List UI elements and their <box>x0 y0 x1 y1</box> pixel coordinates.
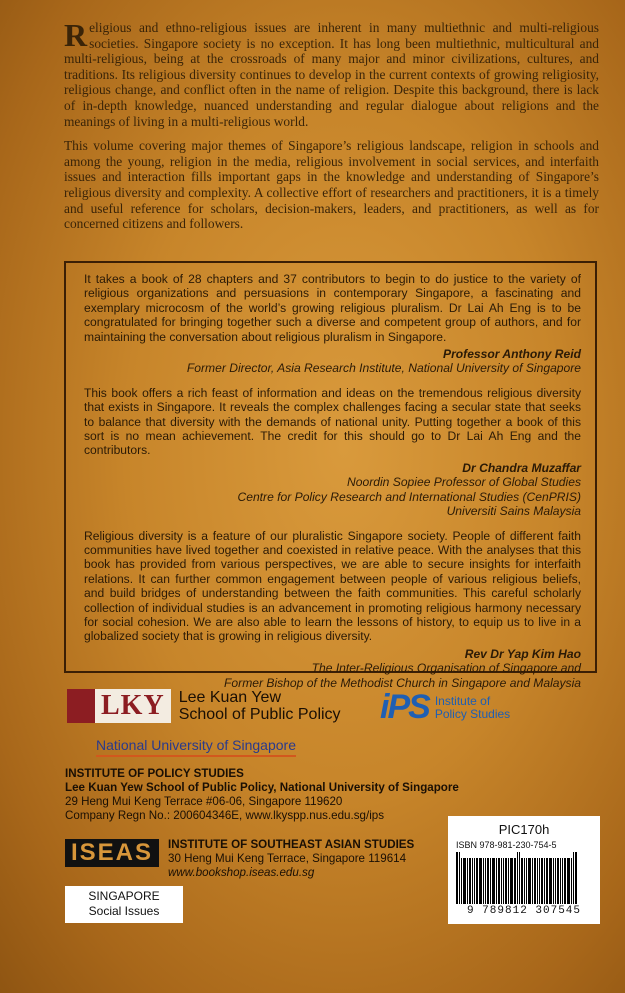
barcode-bar <box>575 852 577 904</box>
blurb-paragraph-1 <box>64 17 599 129</box>
endorsement-author: Dr Chandra Muzaffar <box>462 460 581 475</box>
iseas-logo: ISEAS <box>65 839 159 867</box>
barcode-bar <box>472 858 473 904</box>
ips-logo-mark: iPS <box>380 688 429 726</box>
endorsement-text: It takes a book of 28 chapters and 37 contributors to begin to do justice to the variety of religious organizations and persuasions in contemporary Singapore, a fascinating and exemplary microcosm of the world’s growing religious pluralism. Dr Lai Ah Eng is to be congratulated for bringing together such a diverse and competent group of authors, and for maintaining the conversation about religious pluralism in Singapore. <box>84 272 581 344</box>
barcode-bar <box>490 858 491 904</box>
series-line1: SINGAPORE <box>88 889 160 903</box>
iseas-street: 30 Heng Mui Keng Terrace, Singapore 119614 <box>168 852 407 865</box>
barcode-bar <box>479 858 482 904</box>
barcode-bar <box>524 858 525 904</box>
barcode-bar <box>555 858 556 904</box>
barcode-bar <box>517 852 518 904</box>
barcode-bar <box>534 858 536 904</box>
barcode-bar <box>469 858 471 904</box>
barcode-bar <box>474 858 475 904</box>
ips-regn: Company Regn No.: 200604346E, www.lkyspp.nus.edu.sg/ips <box>65 809 385 822</box>
barcode-bar <box>463 858 466 904</box>
endorsement-affiliation: The Inter-Religious Organisation of Singapore and <box>311 661 581 676</box>
barcode-bar <box>485 858 486 904</box>
ips-logo <box>380 688 510 727</box>
endorsement-author: Rev Dr Yap Kim Hao <box>464 646 581 661</box>
lky-school-logo <box>67 689 341 723</box>
ips-school: Lee Kuan Yew School of Public Policy, National University of Singapore <box>65 781 459 794</box>
ips-address <box>65 767 459 823</box>
lky-logo-block <box>67 689 95 723</box>
lky-logo-line1: Lee Kuan Yew <box>178 689 282 706</box>
barcode-bar <box>487 858 489 904</box>
series-badge <box>65 886 183 923</box>
barcode-bar <box>456 852 458 904</box>
endorsement <box>84 386 581 519</box>
iseas-address <box>168 838 414 880</box>
endorsement-affiliation: Centre for Policy Research and International Studies (CenPRIS) <box>237 489 581 504</box>
series-line2: Social Issues <box>88 904 160 918</box>
barcode-panel <box>448 816 600 924</box>
price-code: PIC170h <box>498 822 550 837</box>
iseas-web: www.bookshop.iseas.edu.sg <box>168 866 315 879</box>
ips-logo-line1: Institute of <box>434 693 491 708</box>
endorsement-affiliation: Former Bishop of the Methodist Church in Singapore and Malaysia <box>224 675 581 690</box>
barcode-bar <box>459 852 460 904</box>
barcode-bar <box>510 858 513 904</box>
endorsements-box <box>64 261 597 690</box>
endorsement <box>84 529 581 690</box>
blurb-paragraph-1-text: eligious and ethno-religious issues are inherent in many multiethnic and multi-religious societies. Singapore society is no exception. It has long been multiethnic, multicultural and multi-religious, being at the crossroads of many major and minor civilizations, cultures, and traditions. Its religious diversity continues to develop in the current contexts of growing religiosity, religious change, and conflict often in the name of religion. Despite this background, there is lack of in-depth knowledge, nuanced understanding and regular dialogue about religions and the meanings of living in a multi-religious world. <box>64 20 599 129</box>
endorsement-affiliation: Universiti Sains Malaysia <box>446 504 581 519</box>
barcode-bar <box>492 858 495 904</box>
isbn-label: ISBN 978-981-230-754-5 <box>456 840 557 850</box>
ips-street: 29 Heng Mui Keng Terrace #06-06, Singapore 119620 <box>65 795 343 808</box>
barcode-bar <box>476 858 478 904</box>
barcode-bar <box>503 858 504 904</box>
barcode-bar <box>519 852 520 904</box>
lky-logo-mark: LKY <box>95 689 171 723</box>
barcode-digits: 9 789812 307545 <box>466 905 582 917</box>
barcode-bar <box>483 858 484 904</box>
lky-logo-line2: School of Public Policy <box>178 706 341 723</box>
barcode-bar <box>549 858 552 904</box>
barcode-bar <box>571 858 572 904</box>
barcode-bar <box>567 858 570 904</box>
barcode-bar <box>526 858 527 904</box>
ips-logo-text <box>435 695 510 721</box>
endorsement <box>84 272 581 376</box>
barcode-bar <box>467 858 468 904</box>
iseas-name: INSTITUTE OF SOUTHEAST ASIAN STUDIES <box>168 838 415 851</box>
endorsement-text: Religious diversity is a feature of our pluralistic Singapore society. People of different faith communities have lived together and coexisted in relative peace. With the analyses that this book has provided from various perspectives, we are able to secure insights for interfaith relations. It can further common engagement between people of various religious beliefs, and build bridges of understanding between the faith communities. This careful scholarly collection of individual studies is an advancement in promoting religious harmony necessary for social cohesion. We are also able to learn the lessons of history, to equip us to live in a globalized society that is growing in religious diversity. <box>84 528 581 644</box>
barcode-bar <box>544 858 545 904</box>
blurb <box>64 17 599 241</box>
barcode-bar <box>532 858 533 904</box>
nus-label: National University of Singapore <box>96 737 296 757</box>
endorsement-affiliation: Former Director, Asia Research Institute, National University of Singapore <box>186 361 581 376</box>
barcode-bar <box>562 858 563 904</box>
barcode-bar <box>528 858 531 904</box>
ips-name: INSTITUTE OF POLICY STUDIES <box>65 767 244 780</box>
barcode-bar <box>573 852 574 904</box>
endorsement-affiliation: Noordin Sopiee Professor of Global Studies <box>347 475 581 490</box>
barcode-bar <box>505 858 507 904</box>
barcode-bar <box>557 858 559 904</box>
barcode-bar <box>537 858 538 904</box>
barcode-bar <box>501 858 502 904</box>
endorsement-text: This book offers a rich feast of information and ideas on the tremendous religious diversity that exists in Singapore. It reveals the complex challenges facing a secular state that seeks to balance that diversity with the demands of national unity. Putting together a book of this sort is no mean achievement. The credit for this should go to Dr Lai Ah Eng and the contributors. <box>84 385 581 458</box>
barcode-bar <box>553 858 554 904</box>
endorsement-author: Professor Anthony Reid <box>443 347 581 362</box>
barcode-bar <box>508 858 509 904</box>
barcode-bar <box>564 858 566 904</box>
drop-cap: R <box>64 17 88 53</box>
barcode-bar <box>539 858 540 904</box>
barcode-bar <box>498 858 500 904</box>
blurb-paragraph-2: This volume covering major themes of Singapore’s religious landscape, religion in schools and among the young, religion in the media, religious involvement in social services, and interfaith issues and interaction fills important gaps in the knowledge and understanding of Singapore’s religious diversity and complexity. A collective effort of researchers and practitioners, it is a timely and useful reference for scholars, decision-makers, leaders, and practitioners, as well as for concerned citizens and followers. <box>64 138 599 232</box>
barcode-icon <box>456 854 592 904</box>
barcode-bar <box>496 858 497 904</box>
ips-logo-line2: Policy Studies <box>434 706 511 721</box>
barcode-bar <box>521 858 523 904</box>
barcode-bar <box>541 858 543 904</box>
lky-logo-text <box>179 689 341 723</box>
barcode-bar <box>514 858 516 904</box>
barcode-bar <box>546 858 548 904</box>
barcode-bar <box>461 858 462 904</box>
barcode-bar <box>560 858 561 904</box>
